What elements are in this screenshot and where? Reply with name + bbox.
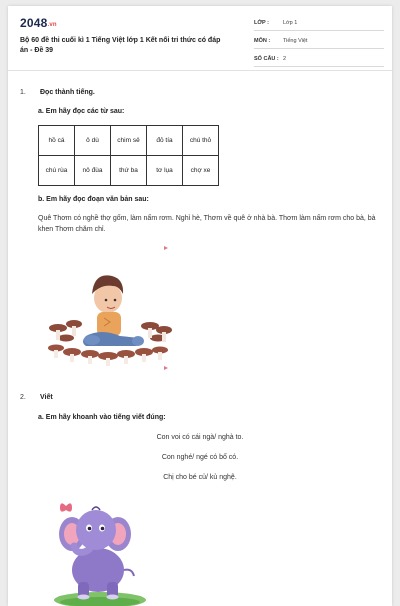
section-1-part-b: b. Em hãy đọc đoạn văn bản sau: — [38, 196, 149, 203]
word-table — [38, 125, 219, 186]
section-1-number: 1. — [20, 89, 26, 96]
table-cell: hồ cá — [39, 126, 75, 156]
table-cell: chim sẻ — [111, 126, 147, 156]
table-cell: ô dù — [75, 126, 111, 156]
table-cell: chú thỏ — [183, 126, 219, 156]
boy-mushroom-illustration — [46, 246, 181, 376]
document-header — [8, 6, 392, 71]
writing-line-2: Con nghé/ ngé có bố có. — [161, 454, 239, 461]
document-meta — [254, 16, 384, 70]
section-2-number: 2. — [20, 394, 26, 401]
meta-row-subject: MÔN : Tiếng Việt — [254, 34, 384, 49]
table-cell: tơ lụa — [147, 156, 183, 186]
table-cell: nô đùa — [75, 156, 111, 186]
section-2-part-a: a. Em hãy khoanh vào tiếng viết đúng: — [38, 414, 166, 421]
table-row — [39, 156, 219, 186]
elephant-illustration — [52, 500, 158, 606]
section-1-part-a: a. Em hãy đọc các từ sau: — [38, 108, 125, 115]
table-cell: đỏ tía — [147, 126, 183, 156]
table-row — [39, 126, 219, 156]
section-2-title: Viết — [40, 394, 53, 401]
site-logo[interactable]: 2048.vn — [20, 16, 57, 30]
reading-paragraph: Quê Thơm có nghề thợ gốm, làm nấm rơm. Nghỉ hè, Thơm về quê ở nhà bà. Thơm làm nấm rơm cho bà, bà khen Thơm chăm chỉ. — [38, 215, 376, 233]
writing-line-1: Con voi có cái ngà/ nghà to. — [156, 434, 244, 441]
writing-line-3: Chị cho bé củ/ kủ nghệ. — [163, 474, 237, 481]
table-cell: thứ ba — [111, 156, 147, 186]
meta-row-question-count: SỐ CÂU : 2 — [254, 52, 384, 67]
section-1-title: Đọc thành tiếng. — [40, 89, 95, 96]
document-title: Bộ 60 đề thi cuối kì 1 Tiếng Việt lớp 1 Kết nối tri thức có đáp án - Đề 39 — [20, 37, 221, 54]
table-cell: chú rùa — [39, 156, 75, 186]
document-page — [8, 6, 392, 606]
table-cell: chợ xe — [183, 156, 219, 186]
meta-row-grade: LỚP : Lớp 1 — [254, 16, 384, 31]
